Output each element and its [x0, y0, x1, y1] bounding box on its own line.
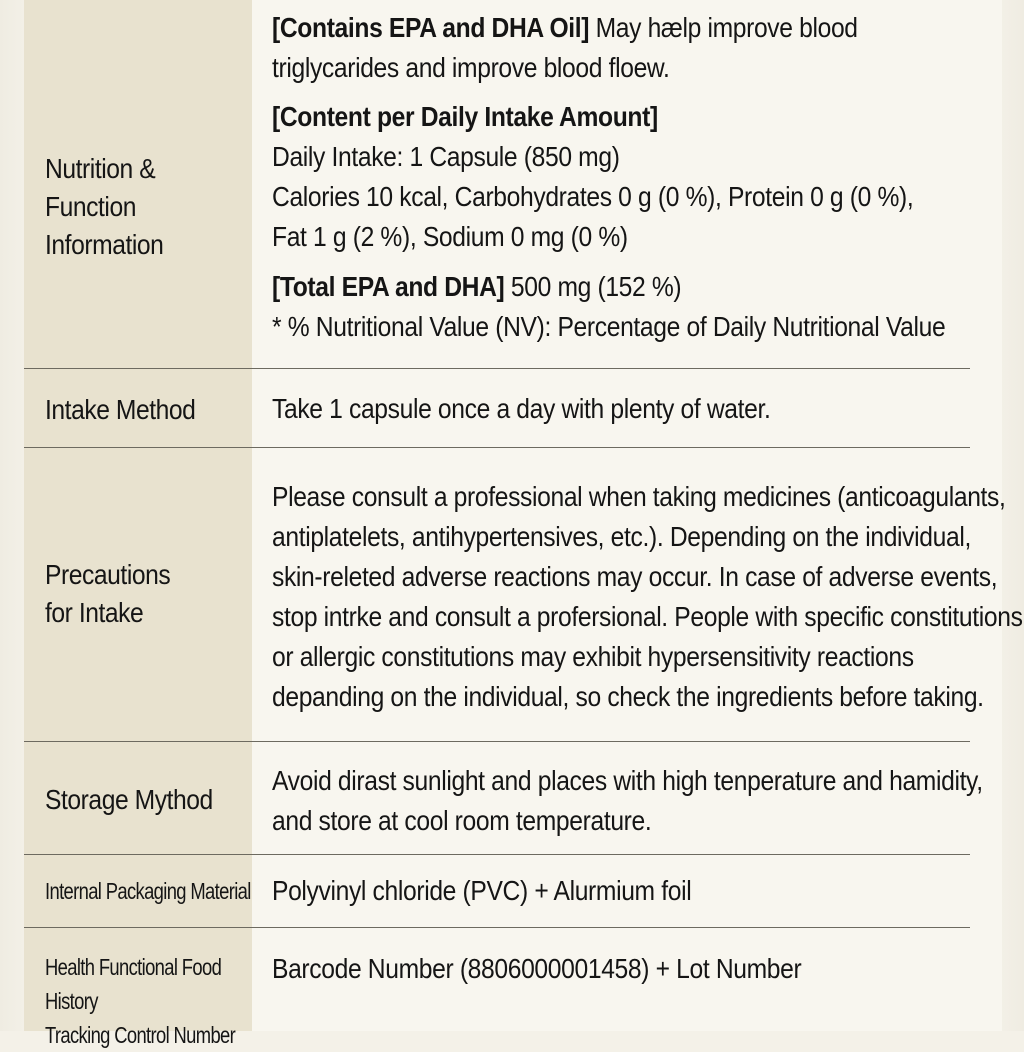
epa-text: May hælp improve blood	[589, 12, 858, 43]
precautions-label-line: Precautions	[45, 559, 171, 590]
precautions-line: antiplatelets, antihypertensives, etc.). Depending on the individual,	[272, 521, 971, 552]
epa-text-2: triglycarides and improve blood floew.	[272, 52, 670, 83]
row-divider	[24, 741, 970, 742]
nv-note: * % Nutritional Value (NV): Percentage of Daily Nutritional Value	[272, 311, 946, 342]
nutrition-label-line: Function	[45, 191, 136, 222]
epa-heading: [Contains EPA and DHA Oil]	[272, 12, 590, 43]
precautions-line: stop intrke and consult a profersional. People with specific constitutions	[272, 601, 1023, 632]
total-heading: [Total EPA and DHA]	[272, 271, 505, 302]
content-heading: [Content per Daily Intake Amount]	[272, 101, 658, 132]
storage-line: Avoid dirast sunlight and places with high tenperature and hamidity,	[272, 765, 983, 796]
precautions-label	[45, 556, 225, 632]
row-divider	[24, 447, 970, 448]
precautions-line: depanding on the individual, so check the ingredients before taking.	[272, 681, 984, 712]
precautions-line: or allergic constitutions may exhibit hypersensitivity reactions	[272, 641, 914, 672]
nutrition-total-block	[272, 267, 1002, 347]
intake-method-text: Take 1 capsule once a day with plenty of water.	[272, 393, 771, 424]
tracking-label	[45, 950, 253, 1052]
row-divider	[24, 854, 970, 855]
storage-text	[272, 761, 1002, 841]
tracking-label-line: Tracking Control Number	[45, 1022, 236, 1048]
total-value: 500 mg (152 %)	[504, 271, 682, 302]
row-divider	[24, 927, 970, 928]
precautions-line: skin-releted adverse reactions may occur. In case of adverse events,	[272, 561, 998, 592]
intake-method-label: Intake Method	[45, 394, 196, 425]
daily-intake: Daily Intake: 1 Capsule (850 mg)	[272, 141, 620, 172]
row-divider	[24, 368, 970, 369]
nutrition-content-block	[272, 97, 1002, 257]
tracking-text: Barcode Number (8806000001458) + Lot Number	[272, 953, 802, 984]
packaging-text: Polyvinyl chloride (PVC) + Alurmium foil	[272, 875, 692, 906]
nutrition-label-line: Nutrition &	[45, 153, 156, 184]
nutrition-epa-block	[272, 8, 1002, 88]
storage-line: and store at cool room temperature.	[272, 805, 652, 836]
precautions-label-line: for Intake	[45, 597, 144, 628]
packaging-label: Internal Packaging Material	[45, 878, 251, 904]
tracking-label-line: Health Functional Food History	[45, 954, 222, 1014]
storage-label: Storage Mythod	[45, 784, 213, 815]
calories: Calories 10 kcal, Carbohydrates 0 g (0 %), Protein 0 g (0 %),	[272, 181, 914, 212]
precautions-text	[272, 477, 1023, 717]
nutrition-label	[45, 150, 225, 264]
precautions-line: Please consult a professional when taking medicines (anticoagulants,	[272, 481, 1006, 512]
nutrition-label-line: Information	[45, 229, 164, 260]
fat-sodium: Fat 1 g (2 %), Sodium 0 mg (0 %)	[272, 221, 628, 252]
